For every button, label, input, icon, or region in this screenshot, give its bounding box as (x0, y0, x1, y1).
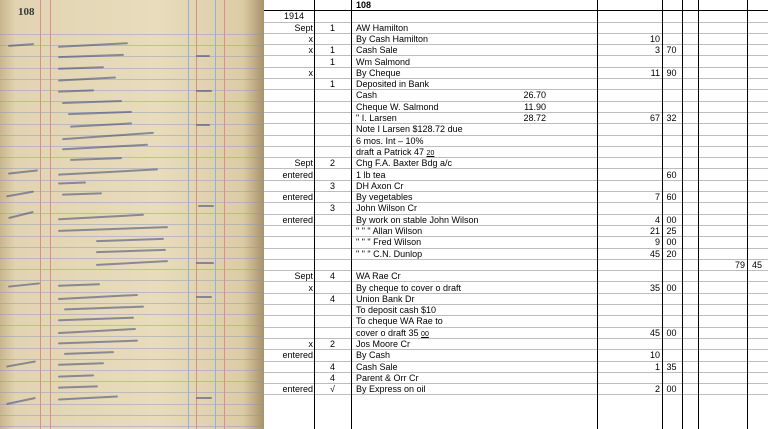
entry-cents-superscript: 00 (421, 330, 429, 338)
ink-stroke (62, 144, 148, 150)
photo-money-line (188, 0, 189, 429)
dollars: 35 (649, 282, 660, 293)
date-or-mark: x (308, 33, 313, 44)
entry-text: John Wilson Cr (356, 203, 418, 214)
photo-money-line (224, 0, 225, 429)
cents: 00 (666, 327, 677, 338)
ledger-row (264, 102, 768, 113)
date-or-mark: entered (282, 214, 313, 225)
ledger-row (264, 305, 768, 316)
entry-text: By Express on oil (356, 384, 426, 395)
ink-stroke (196, 55, 210, 57)
ledger-row (264, 283, 768, 294)
total-dollars: 79 (734, 259, 745, 270)
year-row (264, 11, 768, 22)
ledger-row (264, 237, 768, 248)
ink-stroke (58, 89, 94, 92)
ink-stroke (58, 214, 144, 220)
day: 2 (330, 158, 336, 169)
ledger-row (264, 373, 768, 384)
column-rule (351, 0, 352, 429)
entry-text: cover o draft 35 00 (356, 327, 429, 338)
ink-stroke (96, 249, 166, 253)
ink-stroke (58, 54, 124, 58)
cents: 60 (666, 192, 677, 203)
ledger-row (264, 384, 768, 395)
day: √ (330, 384, 335, 395)
entry-text: " I. Larsen (356, 113, 397, 123)
ledger-row (264, 57, 768, 68)
ledger-row (264, 90, 768, 101)
ledger-row (264, 249, 768, 260)
day: 1 (330, 56, 336, 67)
column-rule (662, 0, 663, 429)
column-rule (314, 0, 315, 429)
photo-money-line (215, 0, 216, 429)
entry-text: " " " Allan Wilson (356, 226, 423, 236)
ink-stroke (58, 283, 100, 286)
entry-text: To cheque WA Rae to (356, 316, 443, 327)
entry-text: Cheque W. Salmond (356, 101, 439, 112)
ink-stroke (58, 395, 118, 400)
dollars: 1 (654, 361, 660, 372)
entry-text: Jos Moore Cr (356, 339, 411, 349)
column-rule (597, 0, 598, 429)
ink-stroke (8, 43, 34, 47)
ledger-row (264, 271, 768, 282)
entry-text: By Cheque (356, 67, 401, 78)
ink-stroke (58, 294, 138, 300)
header-row (264, 0, 768, 11)
ledger-row (264, 328, 768, 339)
day: 1 (330, 45, 336, 56)
year: 1914 (284, 11, 305, 22)
column-rule (682, 0, 683, 429)
ink-stroke (58, 317, 134, 322)
entry-text: Cash (356, 90, 378, 101)
ink-stroke (196, 90, 212, 92)
day: 4 (330, 271, 336, 282)
ink-stroke (58, 340, 138, 345)
dollars: 10 (649, 33, 660, 44)
ink-stroke (58, 66, 104, 70)
ink-stroke (62, 132, 154, 140)
entry-text: Note I Larsen $128.72 due (356, 124, 463, 135)
entry-text: By Cash Hamilton (356, 33, 429, 44)
date-or-mark: entered (282, 192, 313, 203)
ink-stroke (6, 360, 36, 367)
cents: 00 (666, 384, 677, 395)
ink-stroke (196, 124, 210, 126)
date-or-mark: x (308, 45, 313, 56)
dollars: 67 (649, 113, 660, 123)
ledger-row (264, 260, 768, 271)
cents: 00 (666, 282, 677, 293)
entry-text: " " " C.N. Dunlop (356, 248, 423, 259)
ledger-row (264, 362, 768, 373)
day: 1 (330, 22, 336, 33)
day: 1 (330, 79, 336, 90)
ledger-row (264, 203, 768, 214)
day: 4 (330, 372, 336, 383)
ledger-row (264, 226, 768, 237)
ink-stroke (8, 211, 34, 219)
ledger-row (264, 215, 768, 226)
dollars: 11 (650, 67, 660, 78)
date-or-mark: x (308, 67, 313, 78)
entry-text: By cheque to cover o draft (356, 282, 462, 293)
date-or-mark: entered (282, 169, 313, 180)
page-number: 108 (356, 0, 372, 10)
date-or-mark: x (308, 339, 313, 349)
ledger-row (264, 350, 768, 361)
entry-text: Cash Sale (356, 45, 398, 56)
ledger-row (264, 79, 768, 90)
ink-stroke (8, 282, 40, 287)
photo-margin-line (40, 0, 41, 429)
date-or-mark: Sept (294, 271, 313, 282)
ink-stroke (64, 306, 144, 311)
dollars: 9 (654, 237, 660, 248)
ink-stroke (196, 296, 212, 298)
ledger-row (264, 339, 768, 350)
photo-page-number: 108 (18, 6, 35, 18)
entry-text: Union Bank Dr (356, 293, 415, 304)
ink-stroke (198, 205, 214, 207)
cents: 20 (666, 248, 677, 259)
ledger-row (264, 113, 768, 124)
ink-stroke (58, 168, 158, 175)
photo-money-line (196, 0, 197, 429)
entry-text: Cash Sale (356, 361, 398, 372)
ink-stroke (58, 182, 86, 185)
entry-text: By vegetables (356, 192, 413, 203)
dollars: 45 (649, 327, 660, 338)
entry-text: Wm Salmond (356, 56, 411, 67)
ledger-row (264, 181, 768, 192)
ledger-row (264, 45, 768, 56)
cents: 25 (666, 226, 677, 236)
ink-stroke (58, 328, 136, 334)
entry-text: 1 lb tea (356, 169, 386, 180)
photo-margin-line (50, 0, 51, 429)
dollars: 21 (649, 226, 660, 236)
total-cents: 45 (751, 259, 762, 270)
date-or-mark: entered (282, 350, 313, 361)
ink-stroke (62, 192, 102, 195)
ink-stroke (196, 397, 212, 399)
entry-text: By Cash (356, 350, 391, 361)
cents: 60 (666, 169, 677, 180)
entry-text: AW Hamilton (356, 22, 409, 33)
subamount: 26.70 (523, 90, 546, 101)
ink-stroke (64, 351, 114, 355)
cents: 00 (666, 237, 677, 248)
ink-stroke (58, 374, 94, 377)
ink-stroke (58, 226, 168, 232)
ink-stroke (96, 260, 168, 266)
entry-text: 6 mos. Int – 10% (356, 135, 424, 146)
ledger-row (264, 23, 768, 34)
ledger-row (264, 68, 768, 79)
entry-text: Deposited in Bank (356, 79, 430, 90)
ledger-row (264, 147, 768, 158)
cents: 32 (666, 113, 677, 123)
ledger-row (264, 124, 768, 135)
day: 3 (330, 203, 336, 214)
ink-stroke (8, 169, 38, 174)
day: 4 (330, 293, 336, 304)
cents: 00 (666, 214, 677, 225)
ledger-row (264, 316, 768, 327)
dollars: 4 (654, 214, 660, 225)
ledger-row (264, 136, 768, 147)
entry-text: To deposit cash $10 (356, 305, 437, 316)
date-or-mark: x (308, 282, 313, 293)
entry-text: Chg F.A. Baxter Bdg a/c (356, 158, 453, 169)
dollars: 10 (649, 350, 660, 361)
dollars: 7 (654, 192, 660, 203)
day: 2 (330, 339, 336, 349)
ink-stroke (70, 157, 122, 161)
dollars: 3 (654, 45, 660, 56)
day: 4 (330, 361, 336, 372)
cents: 90 (666, 67, 677, 78)
day: 3 (330, 180, 336, 191)
ledger-row (264, 170, 768, 181)
date-or-mark: Sept (294, 158, 313, 169)
entry-text: By work on stable John Wilson (356, 214, 479, 225)
ink-stroke (58, 362, 104, 366)
subamount: 11.90 (524, 101, 546, 112)
ledger-row (264, 34, 768, 45)
entry-text: " " " Fred Wilson (356, 237, 422, 248)
ledger-row (264, 192, 768, 203)
date-or-mark: Sept (294, 22, 313, 33)
ink-stroke (96, 238, 164, 242)
column-rule (698, 0, 699, 429)
cents: 70 (666, 45, 677, 56)
column-rule (747, 0, 748, 429)
ledger-row (264, 294, 768, 305)
entry-text: draft a Patrick 47 20 (356, 146, 435, 157)
entry-text: DH Axon Cr (356, 180, 404, 191)
ink-stroke (196, 262, 214, 264)
entry-text: Parent & Orr Cr (356, 372, 419, 383)
entry-cents-superscript: 20 (426, 149, 435, 157)
dollars: 45 (649, 248, 660, 259)
dollars: 2 (654, 384, 660, 395)
cents: 35 (666, 361, 677, 372)
ink-stroke (58, 385, 98, 388)
transcription-sheet (264, 0, 768, 429)
subamount: 28.72 (523, 113, 546, 123)
entry-text: WA Rae Cr (356, 271, 401, 282)
date-or-mark: entered (282, 384, 313, 395)
ledger-row (264, 158, 768, 169)
ledger-photo (0, 0, 264, 429)
